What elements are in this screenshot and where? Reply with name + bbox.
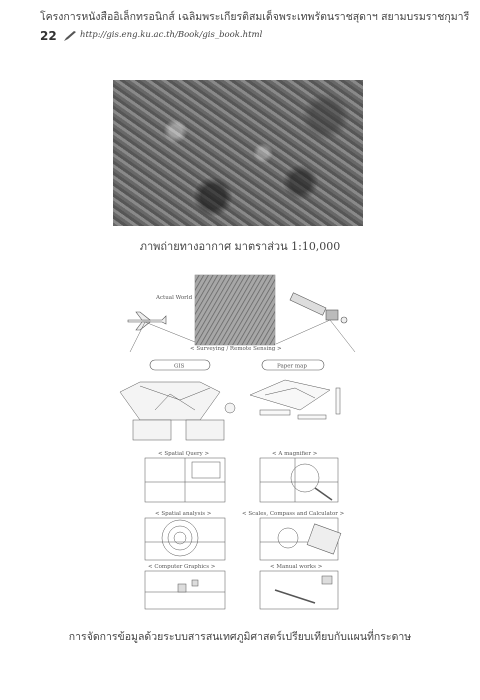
spatial-analysis-label: < Spatial analysis >: [155, 511, 212, 517]
computer-graphics-label: < Computer Graphics >: [148, 564, 216, 570]
header-title: โครงการหนังสืออิเล็กทรอนิกส์ เฉลิมพระเกียรติสมเด็จพระเทพรัตนราชสุดาฯ สยามบรมราชกุมารี: [40, 11, 470, 23]
aerial-photo: [113, 80, 363, 226]
scales-illustration: [260, 518, 341, 560]
header-url[interactable]: http://gis.eng.ku.ac.th/Book/gis_book.html: [80, 30, 263, 40]
gis-vs-paper-diagram: [100, 270, 400, 615]
magnifier-illustration: [260, 458, 338, 502]
manual-works-illustration: [260, 571, 338, 609]
pen-icon: [63, 30, 77, 42]
spatial-query-label: < Spatial Query >: [158, 451, 210, 457]
figure-caption: การจัดการข้อมูลด้วยระบบสารสนเทศภูมิศาสตร์เปรียบเทียบกับแผนที่กระดาษ: [68, 631, 412, 643]
gis-computer-illustration: [120, 382, 235, 440]
airplane-icon: [128, 312, 166, 330]
actual-world-label: Actual World: [156, 295, 193, 301]
spatial-analysis-illustration: [145, 518, 225, 560]
paper-map-label: Paper map: [277, 363, 307, 370]
photo-caption: ภาพถ่ายทางอากาศ มาตราส่วน 1:10,000: [139, 240, 341, 253]
magnifier-label: < A magnifier >: [272, 451, 318, 457]
manual-works-label: < Manual works >: [270, 564, 323, 570]
scales-label: < Scales, Compass and Calculator >: [242, 511, 345, 517]
gis-label: GIS: [174, 363, 185, 370]
surveying-label: < Surveying / Remote Sensing >: [190, 346, 282, 352]
spatial-query-illustration: [145, 458, 225, 502]
paper-map-illustration: [250, 380, 340, 419]
page-number: 22: [40, 29, 57, 43]
satellite-icon: [290, 293, 347, 323]
computer-graphics-illustration: [145, 571, 225, 609]
